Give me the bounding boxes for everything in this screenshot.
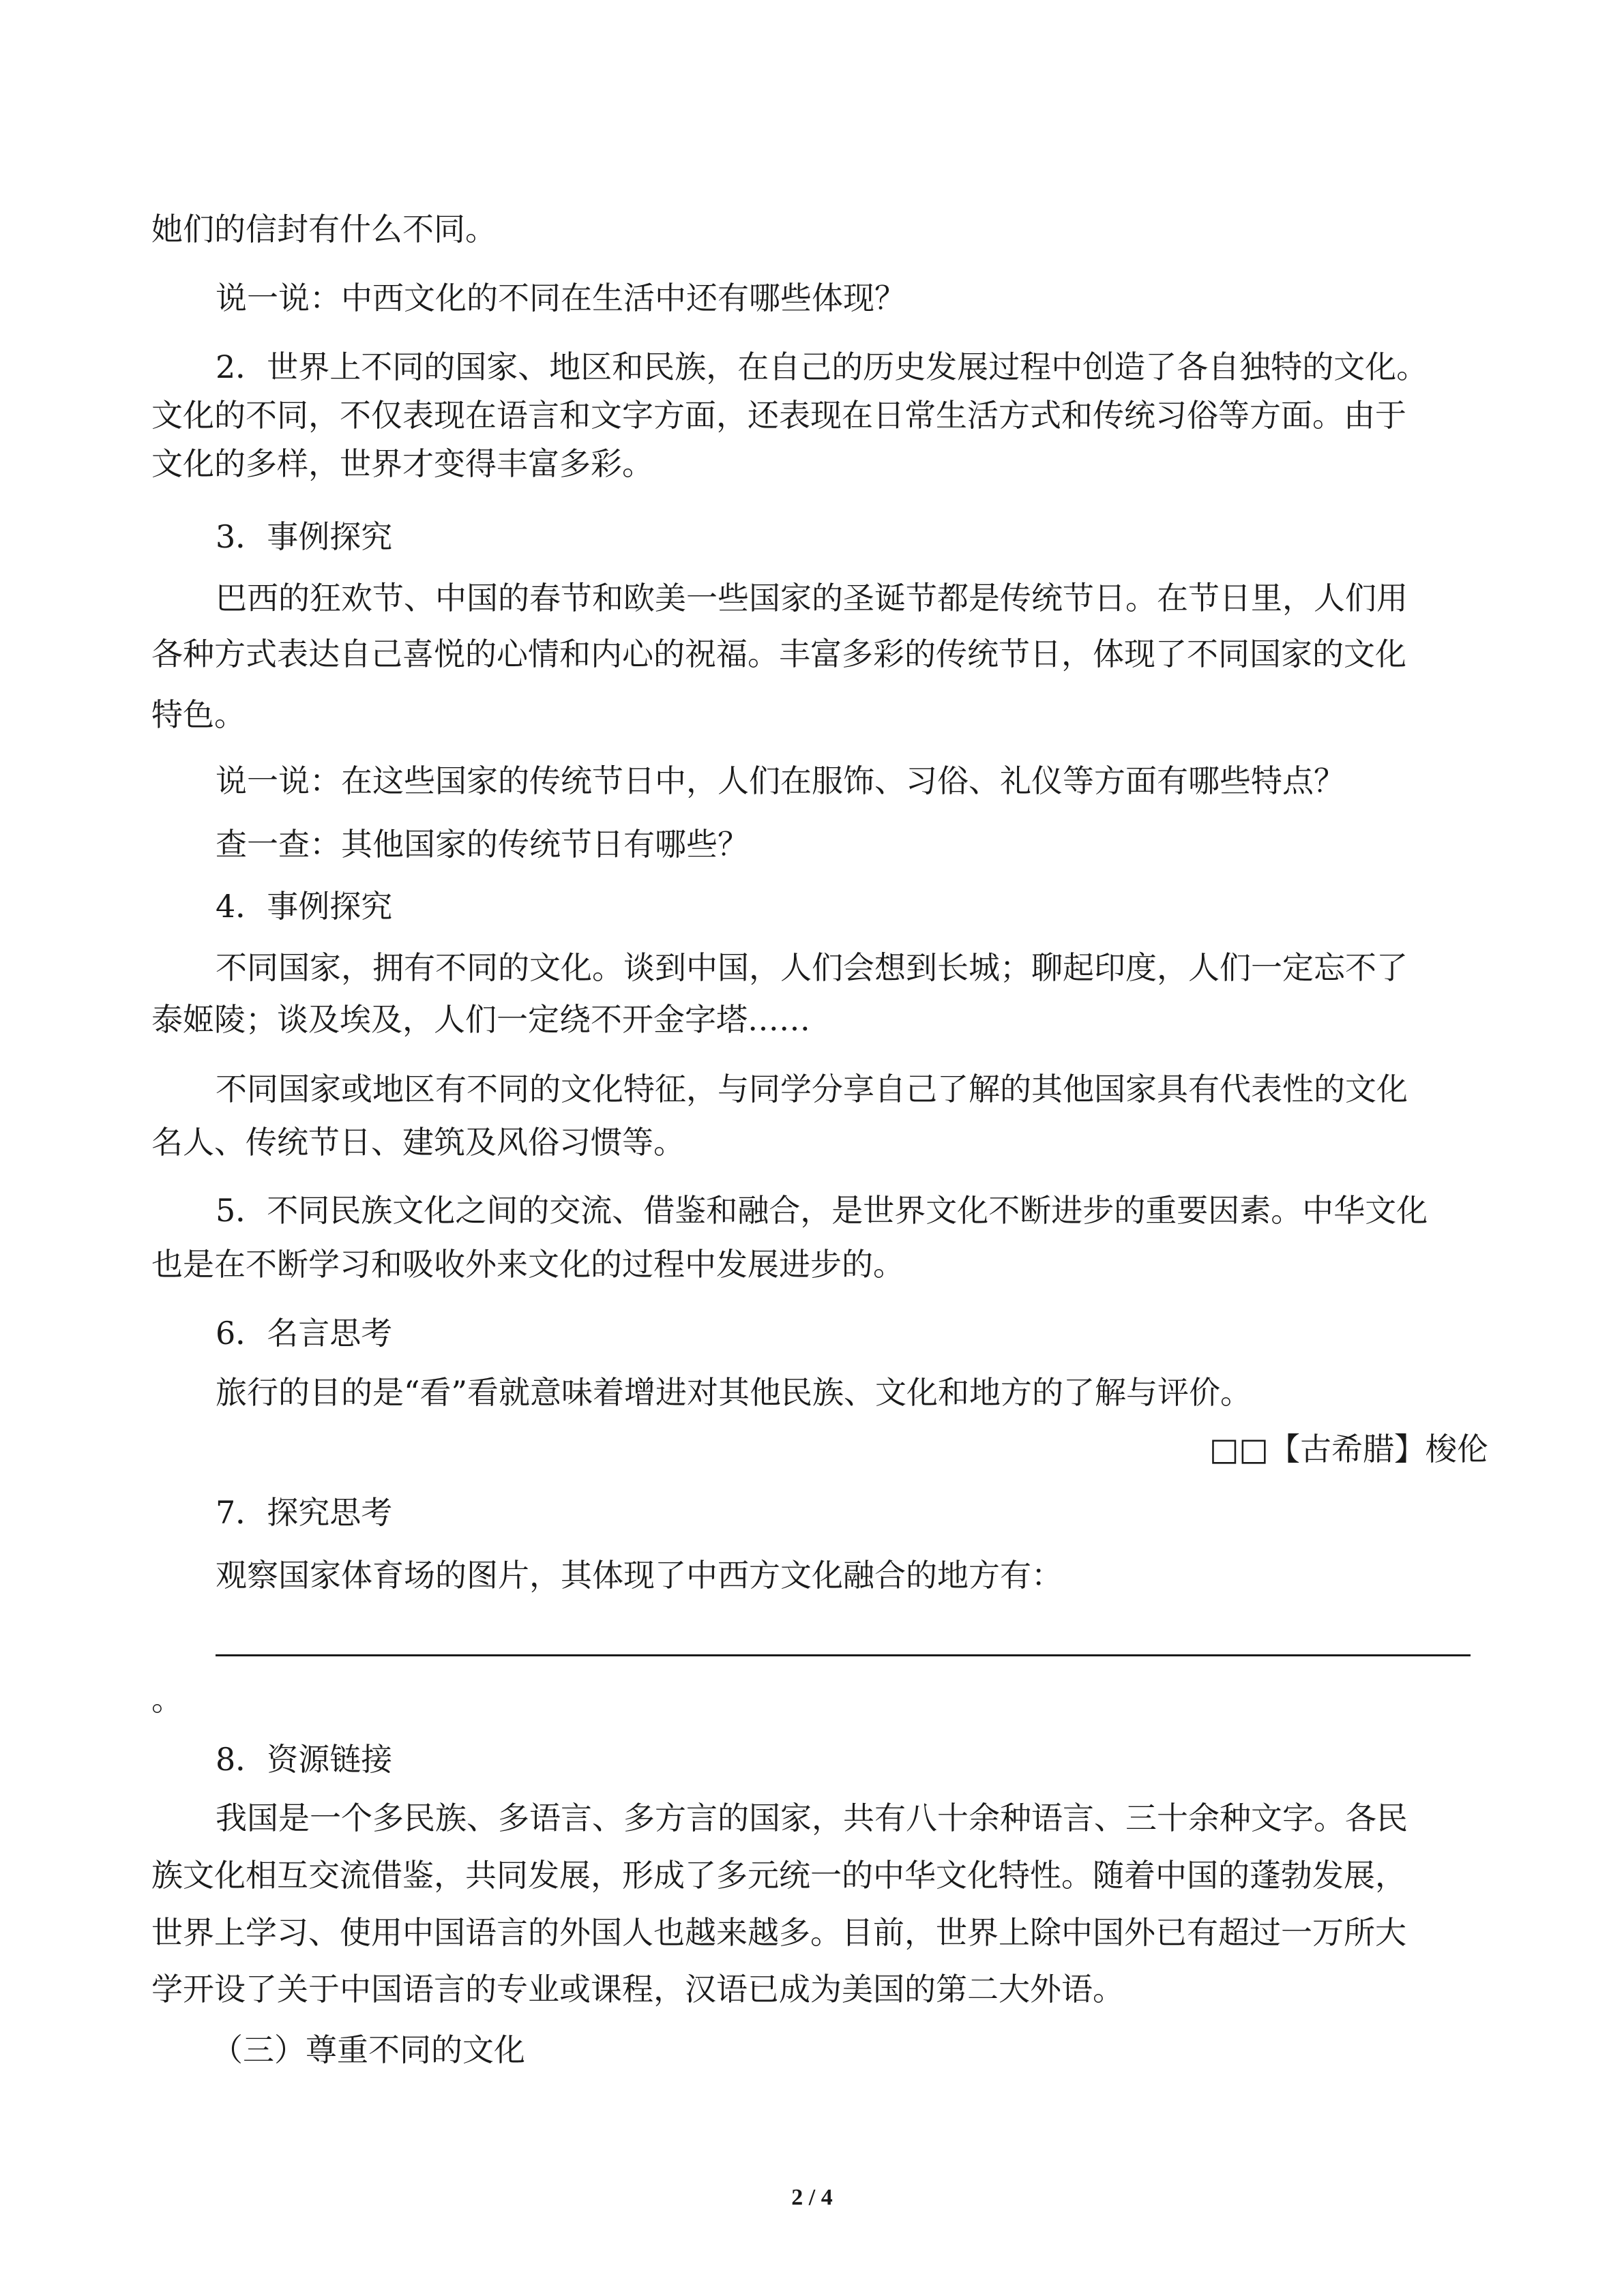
- question-line: 观察国家体育场的图片，其体现了中西方文化融合的地方有：: [216, 1557, 1063, 1594]
- text-line: 她们的信封有什么不同。: [151, 211, 497, 248]
- text-line: 不同国家，拥有不同的文化。谈到中国，人们会想到长城；聊起印度，人们一定忘不了: [216, 949, 1408, 986]
- text-line: 特色。: [151, 696, 246, 733]
- quote-attribution: □□【古希腊】梭伦: [1209, 1431, 1488, 1467]
- text-line: 泰姬陵；谈及埃及，人们一定绕不开金字塔……: [151, 1001, 810, 1038]
- subsection-heading: （三）尊重不同的文化: [211, 2031, 525, 2068]
- text-line: 也是在不断学习和吸收外来文化的过程中发展进步的。: [151, 1246, 904, 1283]
- answer-blank-line[interactable]: [216, 1654, 1471, 1656]
- numbered-item: 5．不同民族文化之间的交流、借鉴和融合，是世界文化不断进步的重要因素。中华文化: [216, 1192, 1428, 1229]
- text-line: 名人、传统节日、建筑及风俗习惯等。: [151, 1124, 685, 1161]
- quote-line: 旅行的目的是“看”看就意味着增进对其他民族、文化和地方的了解与评价。: [216, 1374, 1252, 1411]
- text-line: 巴西的狂欢节、中国的春节和欧美一些国家的圣诞节都是传统节日。在节日里，人们用: [216, 580, 1408, 616]
- prompt-line: 说一说：在这些国家的传统节日中，人们在服饰、习俗、礼仪等方面有哪些特点？: [216, 762, 1345, 799]
- section-heading: 6．名言思考: [216, 1315, 393, 1352]
- section-heading: 3．事例探究: [216, 518, 393, 555]
- text-line: 各种方式表达自己喜悦的心情和内心的祝福。丰富多彩的传统节日，体现了不同国家的文化: [151, 636, 1406, 672]
- numbered-item: 2．世界上不同的国家、地区和民族，在自己的历史发展过程中创造了各自独特的文化。: [216, 348, 1428, 385]
- section-heading: 4．事例探究: [216, 888, 393, 925]
- text-line: 学开设了关于中国语言的专业或课程，汉语已成为美国的第二大外语。: [151, 1971, 1124, 2008]
- text-line: 族文化相互交流借鉴，共同发展，形成了多元统一的中华文化特性。随着中国的蓬勃发展，: [151, 1857, 1406, 1894]
- page-number: 2 / 4: [791, 2185, 833, 2210]
- text-line: 文化的不同，不仅表现在语言和文字方面，还表现在日常生活方式和传统习俗等方面。由于: [151, 397, 1406, 434]
- text-line: 世界上学习、使用中国语言的外国人也越来越多。目前，世界上除中国外已有超过一万所大: [151, 1914, 1406, 1951]
- text-line: 我国是一个多民族、多语言、多方言的国家，共有八十余种语言、三十余种文字。各民: [216, 1800, 1408, 1836]
- prompt-line: 说一说：中西文化的不同在生活中还有哪些体现？: [216, 280, 906, 316]
- section-heading: 8．资源链接: [216, 1741, 393, 1778]
- section-heading: 7．探究思考: [216, 1494, 393, 1531]
- text-line: 不同国家或地区有不同的文化特征，与同学分享自己了解的其他国家具有代表性的文化: [216, 1071, 1408, 1107]
- text-line: 文化的多样，世界才变得丰富多彩。: [151, 445, 653, 482]
- prompt-line: 查一查：其他国家的传统节日有哪些？: [216, 826, 749, 863]
- text-line: 。: [151, 1681, 183, 1718]
